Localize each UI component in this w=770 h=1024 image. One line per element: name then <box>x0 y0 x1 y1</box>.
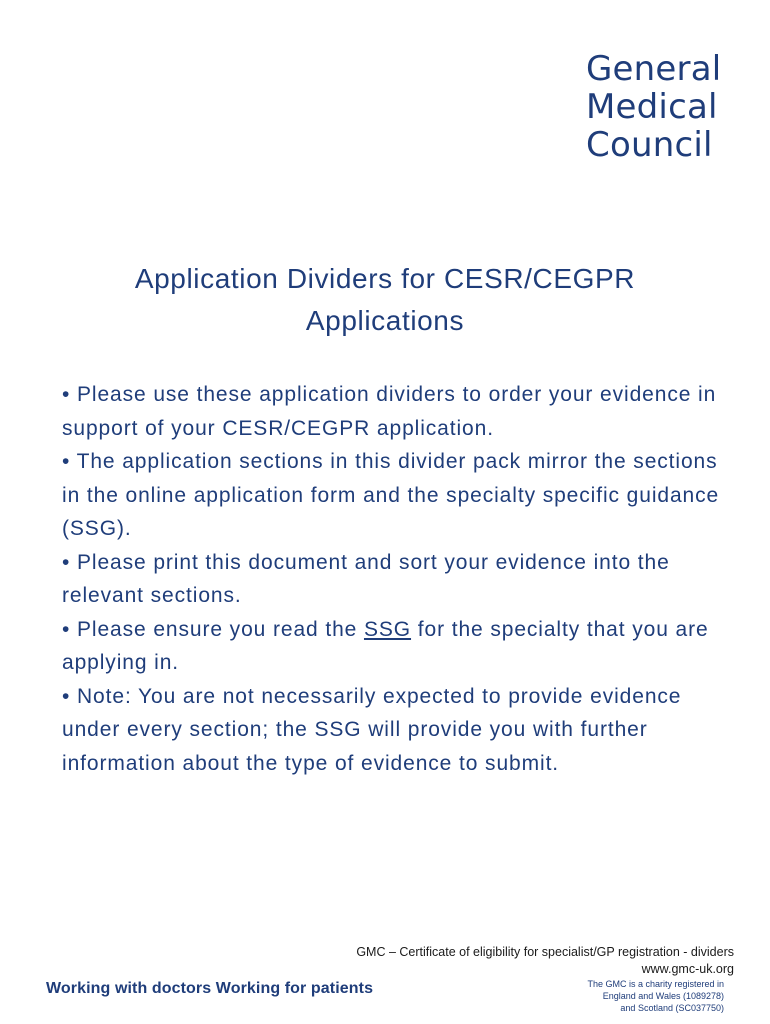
instruction-print-document: • Please print this document and sort your evidence into the relevant sections. <box>62 550 670 607</box>
footer-charity-line-1: The GMC is a charity registered in <box>587 979 724 989</box>
document-title <box>0 258 770 342</box>
footer-website-url: www.gmc-uk.org <box>641 962 734 976</box>
instruction-read-ssg <box>62 613 722 680</box>
footer-charity-line-2: England and Wales (1089278) <box>602 991 724 1001</box>
footer-info <box>356 944 734 1014</box>
instruction-read-ssg-after: for the specialty that you are applying in. <box>62 617 709 674</box>
instruction-read-ssg-before: • Please ensure you read the <box>62 617 364 641</box>
instruction-sections-mirror: • The application sections in this divider pack mirror the sections in the online application form and the specialty specific guidance (SSG). <box>62 450 720 540</box>
document-title-line-2: Applications <box>305 305 465 336</box>
logo-line-council: Council <box>586 125 713 165</box>
footer-tagline: Working with doctors Working for patients <box>46 980 374 997</box>
footer-document-name: GMC – Certificate of eligibility for specialist/GP registration - dividers <box>356 945 734 959</box>
instructions-list <box>62 378 722 780</box>
logo-line-medical: Medical <box>586 87 718 127</box>
ssg-link[interactable]: SSG <box>363 617 412 641</box>
instruction-note-evidence: • Note: You are not necessarily expected to provide evidence under every section; the SSG will provide you with further information about the type of evidence to submit. <box>62 684 682 775</box>
logo-line-general: General <box>586 49 722 89</box>
gmc-logo <box>586 50 756 164</box>
footer-charity-line-3: and Scotland (SC037750) <box>620 1003 724 1013</box>
document-title-line-1: Application Dividers for CESR/CEGPR <box>134 263 636 294</box>
instruction-order-evidence: • Please use these application dividers to order your evidence in support of your CESR/CEGPR application. <box>62 383 717 440</box>
